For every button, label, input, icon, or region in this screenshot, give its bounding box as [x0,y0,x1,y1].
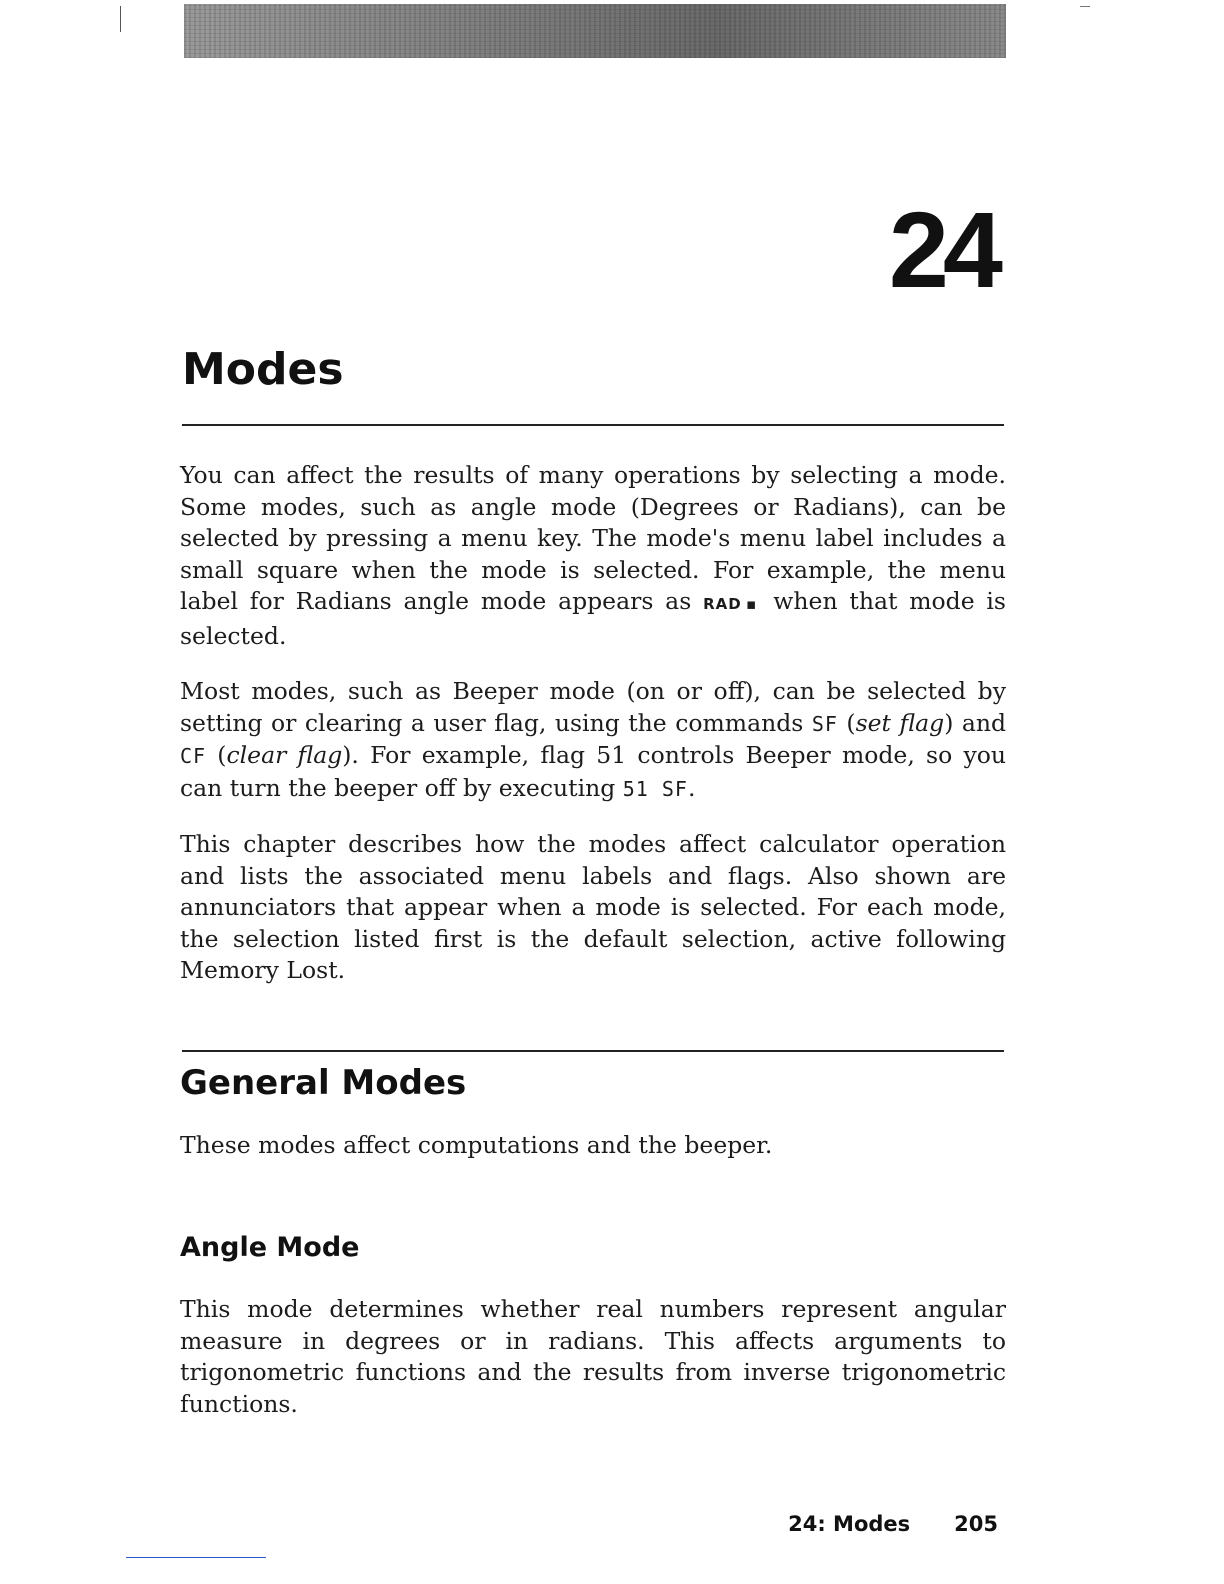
intro-2-text-b: ). For example, flag 51 controls Beeper mode, so you can turn the beeper off by executing [180,741,1007,802]
example-command: 51 SF [622,776,688,801]
sf-command: SF [811,711,838,736]
intro-2-text-a: Most modes, such as Beeper mode (on or off), can be selected by setting or clearing a user flag, using the commands [180,677,1006,737]
general-modes-paragraph: These modes affect computations and the beeper. [180,1131,773,1159]
bottom-edge-line [126,1557,266,1558]
section-heading-general-modes: General Modes [180,1063,467,1103]
cf-command: CF [180,744,207,768]
intro-1-text-a: You can affect the results of many operations by selecting a mode. Some modes, such as angle mode (Degrees or Radians), can be selected by pressing a menu key. The mode's menu label includes a small square when the mode is selected. For example, the menu label for Radians angle mode appears as [180,461,1006,615]
title-rule [182,424,1004,426]
scan-edge-mark [120,6,121,32]
intro-paragraph-1 [180,460,1006,652]
page-number: 205 [954,1512,998,1536]
rad-menu-label: RAD▪ [703,595,762,613]
intro-2-period: . [687,773,696,802]
footer-chapter-label: 24: Modes [788,1512,911,1536]
subsection-heading-angle-mode: Angle Mode [180,1232,360,1263]
section-rule [182,1050,1004,1052]
paren-open-2: ( [206,741,227,769]
paren-close-and: ) and [944,708,1007,737]
cf-description: clear flag [226,741,343,769]
paren-open-1: ( [837,708,856,737]
page-title: Modes [182,344,344,395]
chapter-number: 24 [888,189,997,310]
scan-corner-mark [1080,6,1090,7]
angle-mode-paragraph: This mode determines whether real numbers represent angular measure in degrees or in radians. This affects arguments to trigonometric functions and the results from inverse trigonometric functions. [180,1295,1006,1418]
intro-paragraph-2 [180,676,1006,805]
intro-1-text-b: when that mode is selected. [180,587,1006,650]
chapter-header-banner [184,4,1006,58]
sf-description: set flag [855,708,945,737]
intro-paragraph-3: This chapter describes how the modes affect calculator operation and lists the associated menu labels and flags. Also shown are annunciators that appear when a mode is selected. For each mode, the selection listed first is the default selection, active following Memory Lost. [180,830,1006,984]
page-footer [788,1512,998,1536]
